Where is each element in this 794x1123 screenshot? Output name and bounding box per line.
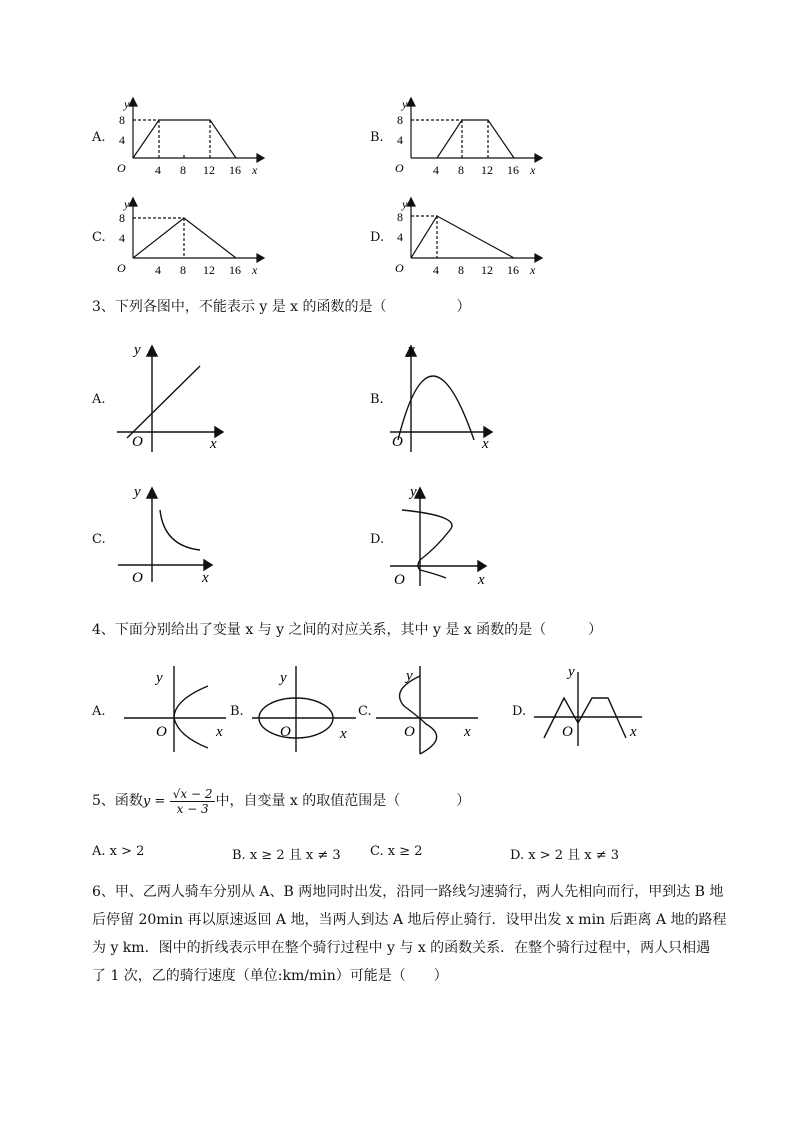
tick-x-16: 16	[507, 263, 519, 277]
option-label: D.	[510, 848, 525, 863]
q5-stem-suffix: 中，自变量 x 的取值范围是（ ）	[215, 793, 471, 809]
tick-x-12: 12	[203, 263, 215, 277]
q2-option-c-label: C.	[92, 230, 106, 245]
x-axis-label: x	[530, 263, 536, 277]
tick-x-8: 8	[458, 263, 464, 277]
q4-graph-d	[530, 656, 650, 751]
x-axis-label: x	[252, 163, 258, 177]
q6-line-4: 了 1 次，乙的骑行速度（单位:km/min）可能是（ ）	[92, 968, 448, 984]
q5-numerator: √x − 2	[170, 787, 216, 802]
q4-option-b-label: B.	[230, 704, 244, 719]
q2-option-a-label: A.	[92, 130, 106, 145]
q6-paragraph	[92, 878, 752, 990]
x-axis-label: x	[478, 572, 485, 588]
q5-stem	[92, 786, 470, 817]
tick-x-16: 16	[229, 163, 241, 177]
tick-y-8: 8	[119, 211, 125, 225]
tick-x-16: 16	[507, 163, 519, 177]
y-axis-label: y	[568, 664, 575, 680]
q4-option-d-label: D.	[512, 704, 527, 719]
origin-label: O	[132, 434, 143, 450]
tick-x-12: 12	[481, 163, 493, 177]
y-axis-label: y	[406, 668, 413, 684]
tick-y-4: 4	[397, 230, 403, 244]
tick-y-8: 8	[397, 210, 403, 224]
q2-graph-b	[390, 94, 550, 179]
x-axis-label: x	[340, 726, 347, 742]
y-axis-label: y	[124, 197, 130, 211]
tick-y-8: 8	[397, 113, 403, 127]
origin-label: O	[562, 724, 573, 740]
y-axis-label: y	[402, 197, 408, 211]
q4-option-c-label: C.	[358, 704, 372, 719]
y-axis-label: y	[410, 484, 417, 500]
q6-line-1: 6、甲、乙两人骑车分别从 A、B 两地同时出发，沿同一路线匀速骑行，两人先相向而行，甲到达 B 地	[92, 884, 724, 900]
x-axis-label: x	[252, 263, 258, 277]
x-axis-label: x	[530, 163, 536, 177]
q4-graph-c	[374, 660, 484, 755]
q3-option-b-label: B.	[370, 392, 384, 407]
x-axis-label: x	[202, 570, 209, 586]
y-axis-label: y	[280, 670, 287, 686]
origin-label: O	[280, 724, 291, 740]
q6-line-3: 为 y km．图中的折线表示甲在整个骑行过程中 y 与 x 的函数关系．在整个骑行过程中，两人只相遇	[92, 940, 711, 956]
option-text: x > 2 且 x ≠ 3	[528, 848, 620, 863]
q3-graph-c	[112, 482, 222, 592]
q4-graph-a	[120, 660, 230, 755]
q2-graph-c	[112, 194, 272, 279]
tick-x-4: 4	[155, 163, 161, 177]
origin-label: O	[392, 434, 403, 450]
tick-x-12: 12	[481, 263, 493, 277]
origin-label: O	[404, 724, 415, 740]
option-text: x > 2	[109, 844, 145, 859]
origin-label: O	[395, 161, 404, 175]
q3-graph-b	[388, 340, 508, 455]
tick-x-4: 4	[433, 163, 439, 177]
y-axis-label: y	[156, 670, 163, 686]
q5-fraction	[170, 787, 216, 816]
q4-option-a-label: A.	[92, 704, 106, 719]
origin-label: O	[117, 161, 126, 175]
q2-option-d-label: D.	[370, 230, 385, 245]
y-axis-label: y	[402, 97, 408, 111]
q3-stem: 3、下列各图中，不能表示 y 是 x 的函数的是（ ）	[92, 299, 471, 315]
tick-y-4: 4	[119, 133, 125, 147]
option-text: x ≥ 2 且 x ≠ 3	[249, 848, 341, 863]
tick-y-4: 4	[397, 133, 403, 147]
q5-option-c	[370, 844, 423, 859]
origin-label: O	[394, 572, 405, 588]
q2-option-b-label: B.	[370, 130, 384, 145]
q5-denominator: x − 3	[176, 801, 209, 816]
y-axis-label: y	[134, 342, 141, 358]
q3-option-d-label: D.	[370, 532, 385, 547]
origin-label: O	[395, 261, 404, 275]
q5-y-eq: y =	[142, 794, 166, 809]
tick-x-8: 8	[180, 263, 186, 277]
y-axis-label: y	[408, 342, 415, 358]
q6-line-2: 后停留 20min 再以原速返回 A 地，当两人到达 A 地后停止骑行．设甲出发 x min 后距离 A 地的路程	[92, 912, 727, 928]
tick-x-8: 8	[458, 163, 464, 177]
origin-label: O	[117, 261, 126, 275]
tick-x-12: 12	[203, 163, 215, 177]
q5-option-d	[510, 844, 619, 863]
q5-stem-prefix: 5、函数	[92, 793, 143, 809]
q3-option-a-label: A.	[92, 392, 106, 407]
tick-y-4: 4	[119, 231, 125, 245]
q3-graph-d	[388, 482, 498, 592]
tick-x-4: 4	[155, 263, 161, 277]
x-axis-label: x	[482, 436, 489, 452]
tick-x-16: 16	[229, 263, 241, 277]
option-label: A.	[92, 844, 106, 859]
x-axis-label: x	[630, 724, 637, 740]
y-axis-label: y	[134, 484, 141, 500]
q3-graph-a	[112, 340, 232, 455]
tick-x-4: 4	[433, 263, 439, 277]
q5-option-a	[92, 844, 144, 859]
x-axis-label: x	[210, 436, 217, 452]
q3-option-c-label: C.	[92, 532, 106, 547]
option-text: x ≥ 2	[387, 844, 423, 859]
x-axis-label: x	[216, 724, 223, 740]
option-label: C.	[370, 844, 384, 859]
origin-label: O	[132, 570, 143, 586]
q5-option-b	[232, 844, 341, 863]
option-label: B.	[232, 848, 246, 863]
origin-label: O	[156, 724, 167, 740]
y-axis-label: y	[124, 97, 130, 111]
tick-x-8: 8	[180, 163, 186, 177]
x-axis-label: x	[464, 724, 471, 740]
q4-stem: 4、下面分别给出了变量 x 与 y 之间的对应关系，其中 y 是 x 函数的是（ ）	[92, 622, 603, 638]
q2-graph-a	[112, 94, 272, 179]
q4-graph-b	[248, 660, 360, 755]
tick-y-8: 8	[119, 113, 125, 127]
q2-graph-d	[390, 194, 550, 279]
